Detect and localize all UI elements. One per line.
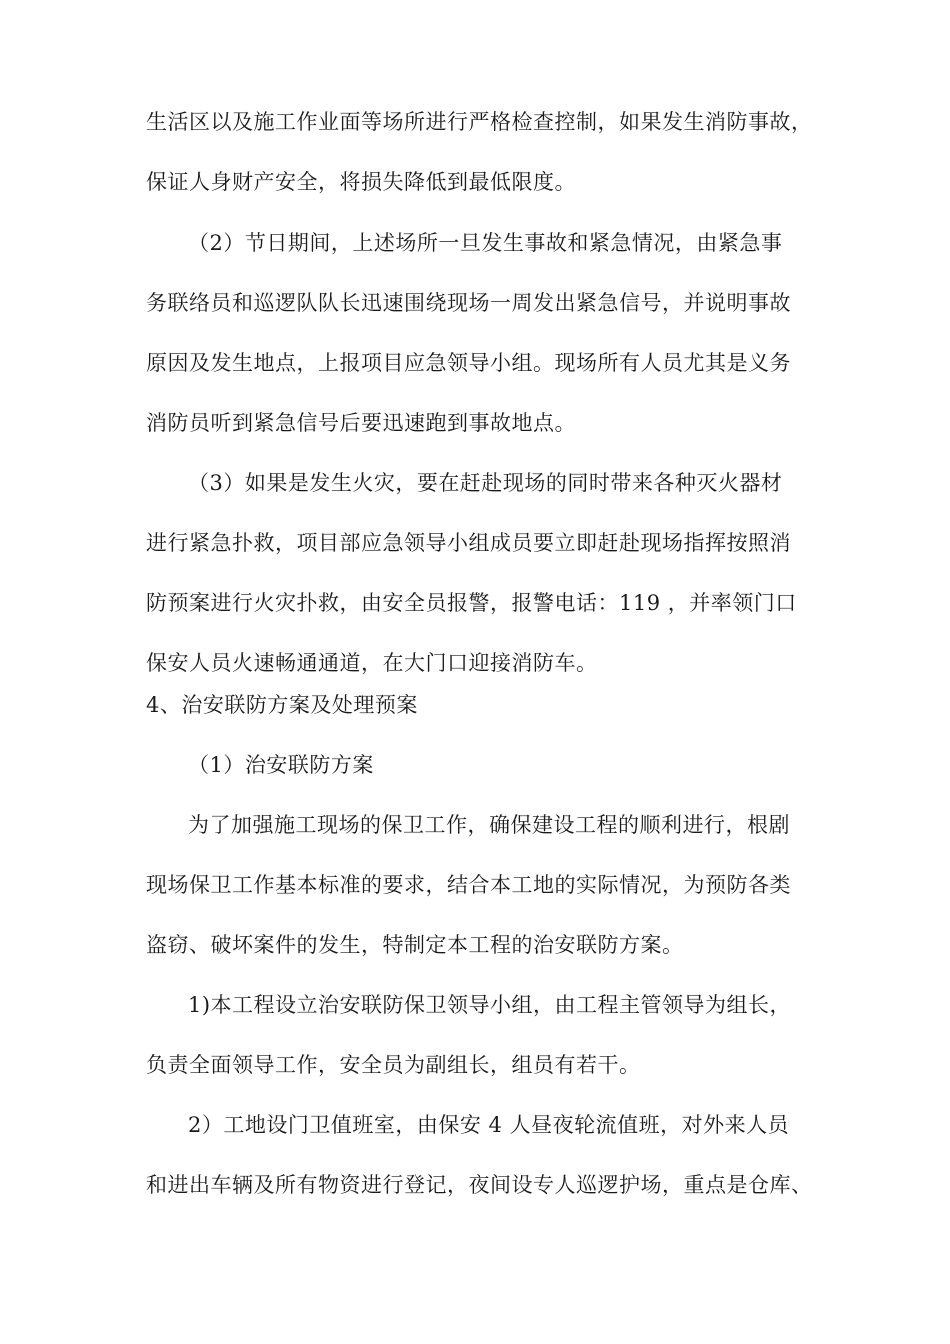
text-line: 生活区以及施工作业面等场所进行严格检查控制，如果发生消防事故， <box>146 110 813 134</box>
text-line: 为了加强施工现场的保卫工作，确保建设工程的顺利进行，根剧 <box>188 813 790 837</box>
text-line: 保安人员火速畅通通道，在大门口迎接消防车。 <box>146 651 598 675</box>
text-line: 负责全面领导工作，安全员为副组长，组员有若干。 <box>146 1053 641 1077</box>
text-line: 盗窃、破坏案件的发生，特制定本工程的治安联防方案。 <box>146 933 684 957</box>
subsection-heading: （1）治安联防方案 <box>188 753 374 777</box>
text-line: （3）如果是发生火灾，要在赶赴现场的同时带来各种灭火器材 <box>188 471 783 495</box>
text-line: 和进出车辆及所有物资进行登记，夜间设专人巡逻护场，重点是仓库、 <box>146 1173 813 1197</box>
text-line: 保证人身财产安全，将损失降低到最低限度。 <box>146 170 576 194</box>
section-heading: 4、治安联防方案及处理预案 <box>146 693 418 717</box>
text-line: （2）节日期间，上述场所一旦发生事故和紧急情况，由紧急事 <box>188 231 783 255</box>
text-line: 原因及发生地点，上报项目应急领导小组。现场所有人员尤其是义务 <box>146 351 791 375</box>
text-line: 务联络员和巡逻队队长迅速围绕现场一周发出紧急信号，并说明事故 <box>146 291 791 315</box>
text-line: 现场保卫工作基本标准的要求，结合本工地的实际情况，为预防各类 <box>146 873 791 897</box>
text-line: 消防员听到紧急信号后要迅速跑到事故地点。 <box>146 411 576 435</box>
text-line: 2）工地设门卫值班室，由保安 4 人昼夜轮流值班，对外来人员 <box>188 1113 790 1137</box>
text-line: 1)本工程设立治安联防保卫领导小组，由工程主管领导为组长， <box>188 993 792 1017</box>
text-line: 防预案进行火灾扑救，由安全员报警，报警电话：119 ，并率领门口 <box>146 591 797 615</box>
text-line: 进行紧急扑救，项目部应急领导小组成员要立即赶赴现场指挥按照消 <box>146 531 791 555</box>
